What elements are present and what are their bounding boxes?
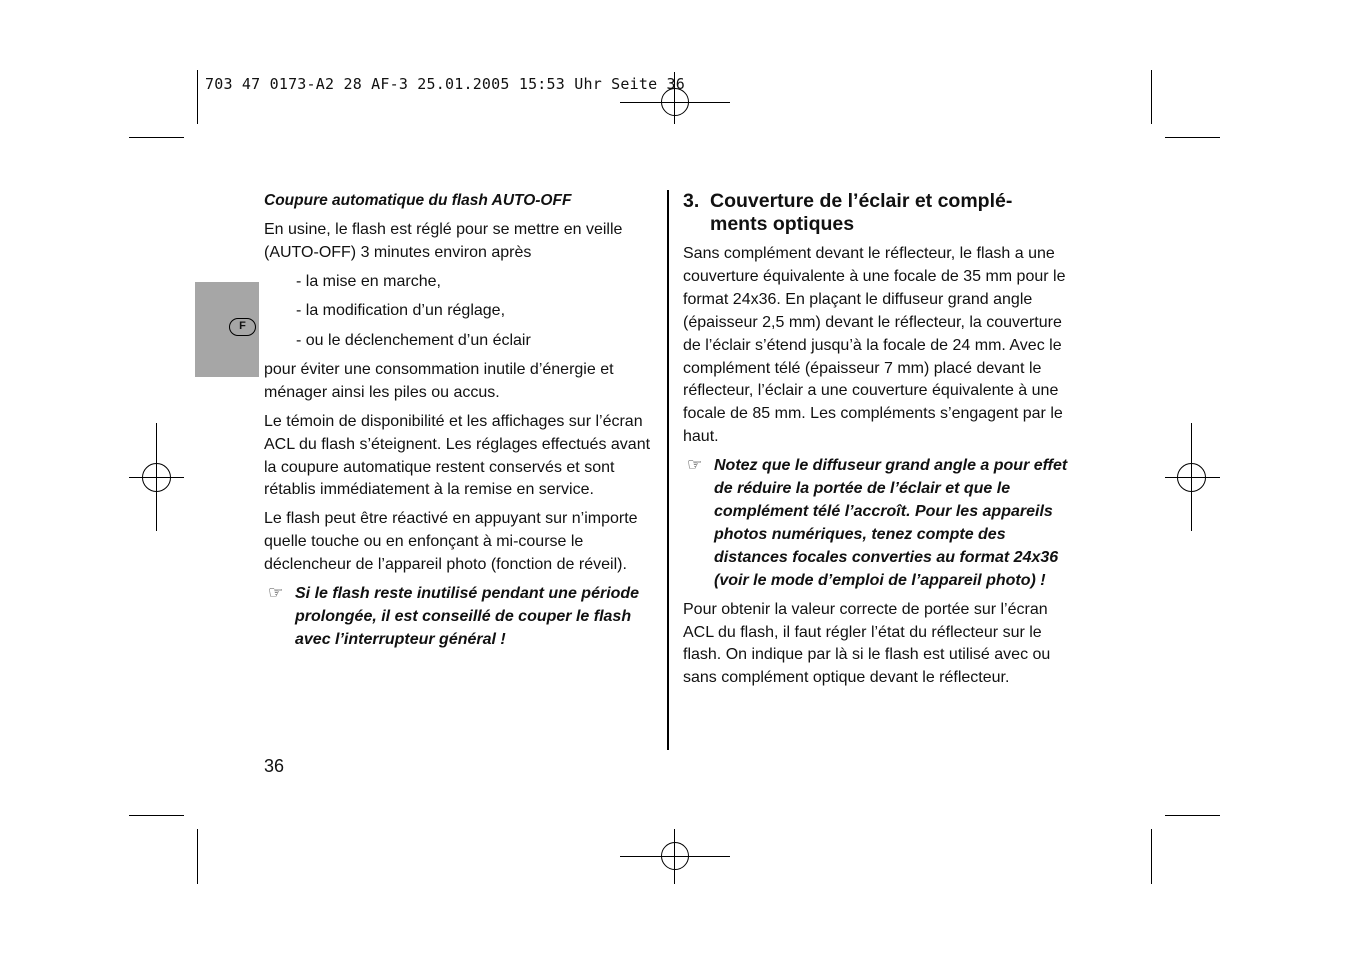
section-title: Coupure automatique du flash AUTO-OFF xyxy=(264,192,572,209)
crop-mark xyxy=(1151,829,1152,884)
paragraph: En usine, le flash est réglé pour se mettre en veille (AUTO-OFF) 3 minutes environ après xyxy=(264,220,623,261)
crop-mark xyxy=(129,137,184,138)
note xyxy=(264,583,656,652)
print-header: 703 47 0173-A2 28 AF-3 25.01.2005 15:53 Uhr Seite 36 xyxy=(205,75,685,93)
section-heading xyxy=(683,190,1073,236)
pointing-hand-icon: ☞ xyxy=(687,455,703,475)
list-item: - la mise en marche, xyxy=(296,272,441,290)
heading-line-1: Couverture de l’éclair et complé- xyxy=(710,190,1013,212)
right-column xyxy=(683,190,1073,696)
crop-mark xyxy=(1165,815,1220,816)
crop-mark xyxy=(197,70,198,124)
column-divider xyxy=(667,190,669,750)
heading-line-2: ments optiques xyxy=(710,213,855,235)
crop-mark xyxy=(197,829,198,884)
list-item: - la modification d’un réglage, xyxy=(296,302,506,320)
paragraph: Sans complément devant le réflecteur, le flash a une couverture équivalente à une focale de 35 mm pour le format 24x36. En plaçant le diffuseur grand angle (épaisseur 2,5 mm) devant le réflecteur, la couverture de l’éclair s’étend jusqu’à la focale de 24 mm. Avec le complément télé (épaisseur 7 mm) placé devant le réflecteur, l’éclair a une couverture équivalente à une focale de 85 mm. Les compléments s’engagent par le haut. xyxy=(683,245,1066,446)
paragraph: Le flash peut être réactivé en appuyant sur n’importe quelle touche ou en enfonçant à mi-course le déclencheur de l’appareil photo (fonction de réveil). xyxy=(264,510,638,574)
pointing-hand-icon: ☞ xyxy=(268,583,284,603)
note-text: Notez que le diffuseur grand angle a pour effet de réduire la portée de l’éclair et que le complément télé l’accroît. Pour les appareils photos numériques, tenez compte des distances focales converties au format 24x36 (voir le mode d’emploi de l’appareil photo) ! xyxy=(714,457,1068,589)
left-column xyxy=(264,190,656,658)
heading-number: 3. xyxy=(683,190,700,212)
note-text: Si le flash reste inutilisé pendant une période prolongée, il est conseillé de couper le flash avec l’interrupteur général ! xyxy=(295,585,640,648)
condition-list xyxy=(264,271,656,353)
crop-mark xyxy=(1165,137,1220,138)
note xyxy=(683,455,1073,592)
page-number: 36 xyxy=(264,756,285,776)
crop-mark xyxy=(1151,70,1152,124)
paragraph: Pour obtenir la valeur correcte de portée sur l’écran ACL du flash, il faut régler l’état du réflecteur sur le flash. On indique par là si le flash est utilisé avec ou sans complément optique devant le réflecteur. xyxy=(683,600,1051,687)
list-item: - ou le déclenchement d’un éclair xyxy=(296,331,531,349)
paragraph: pour éviter une consommation inutile d’énergie et ménager ainsi les piles ou accus. xyxy=(264,360,614,401)
crop-mark xyxy=(129,815,184,816)
language-badge: F xyxy=(229,318,256,336)
paragraph: Le témoin de disponibilité et les affichages sur l’écran ACL du flash s’éteignent. Les réglages effectués avant la coupure automatique restent conservés et sont rétablis immédiatement à la remise en service. xyxy=(264,412,651,499)
